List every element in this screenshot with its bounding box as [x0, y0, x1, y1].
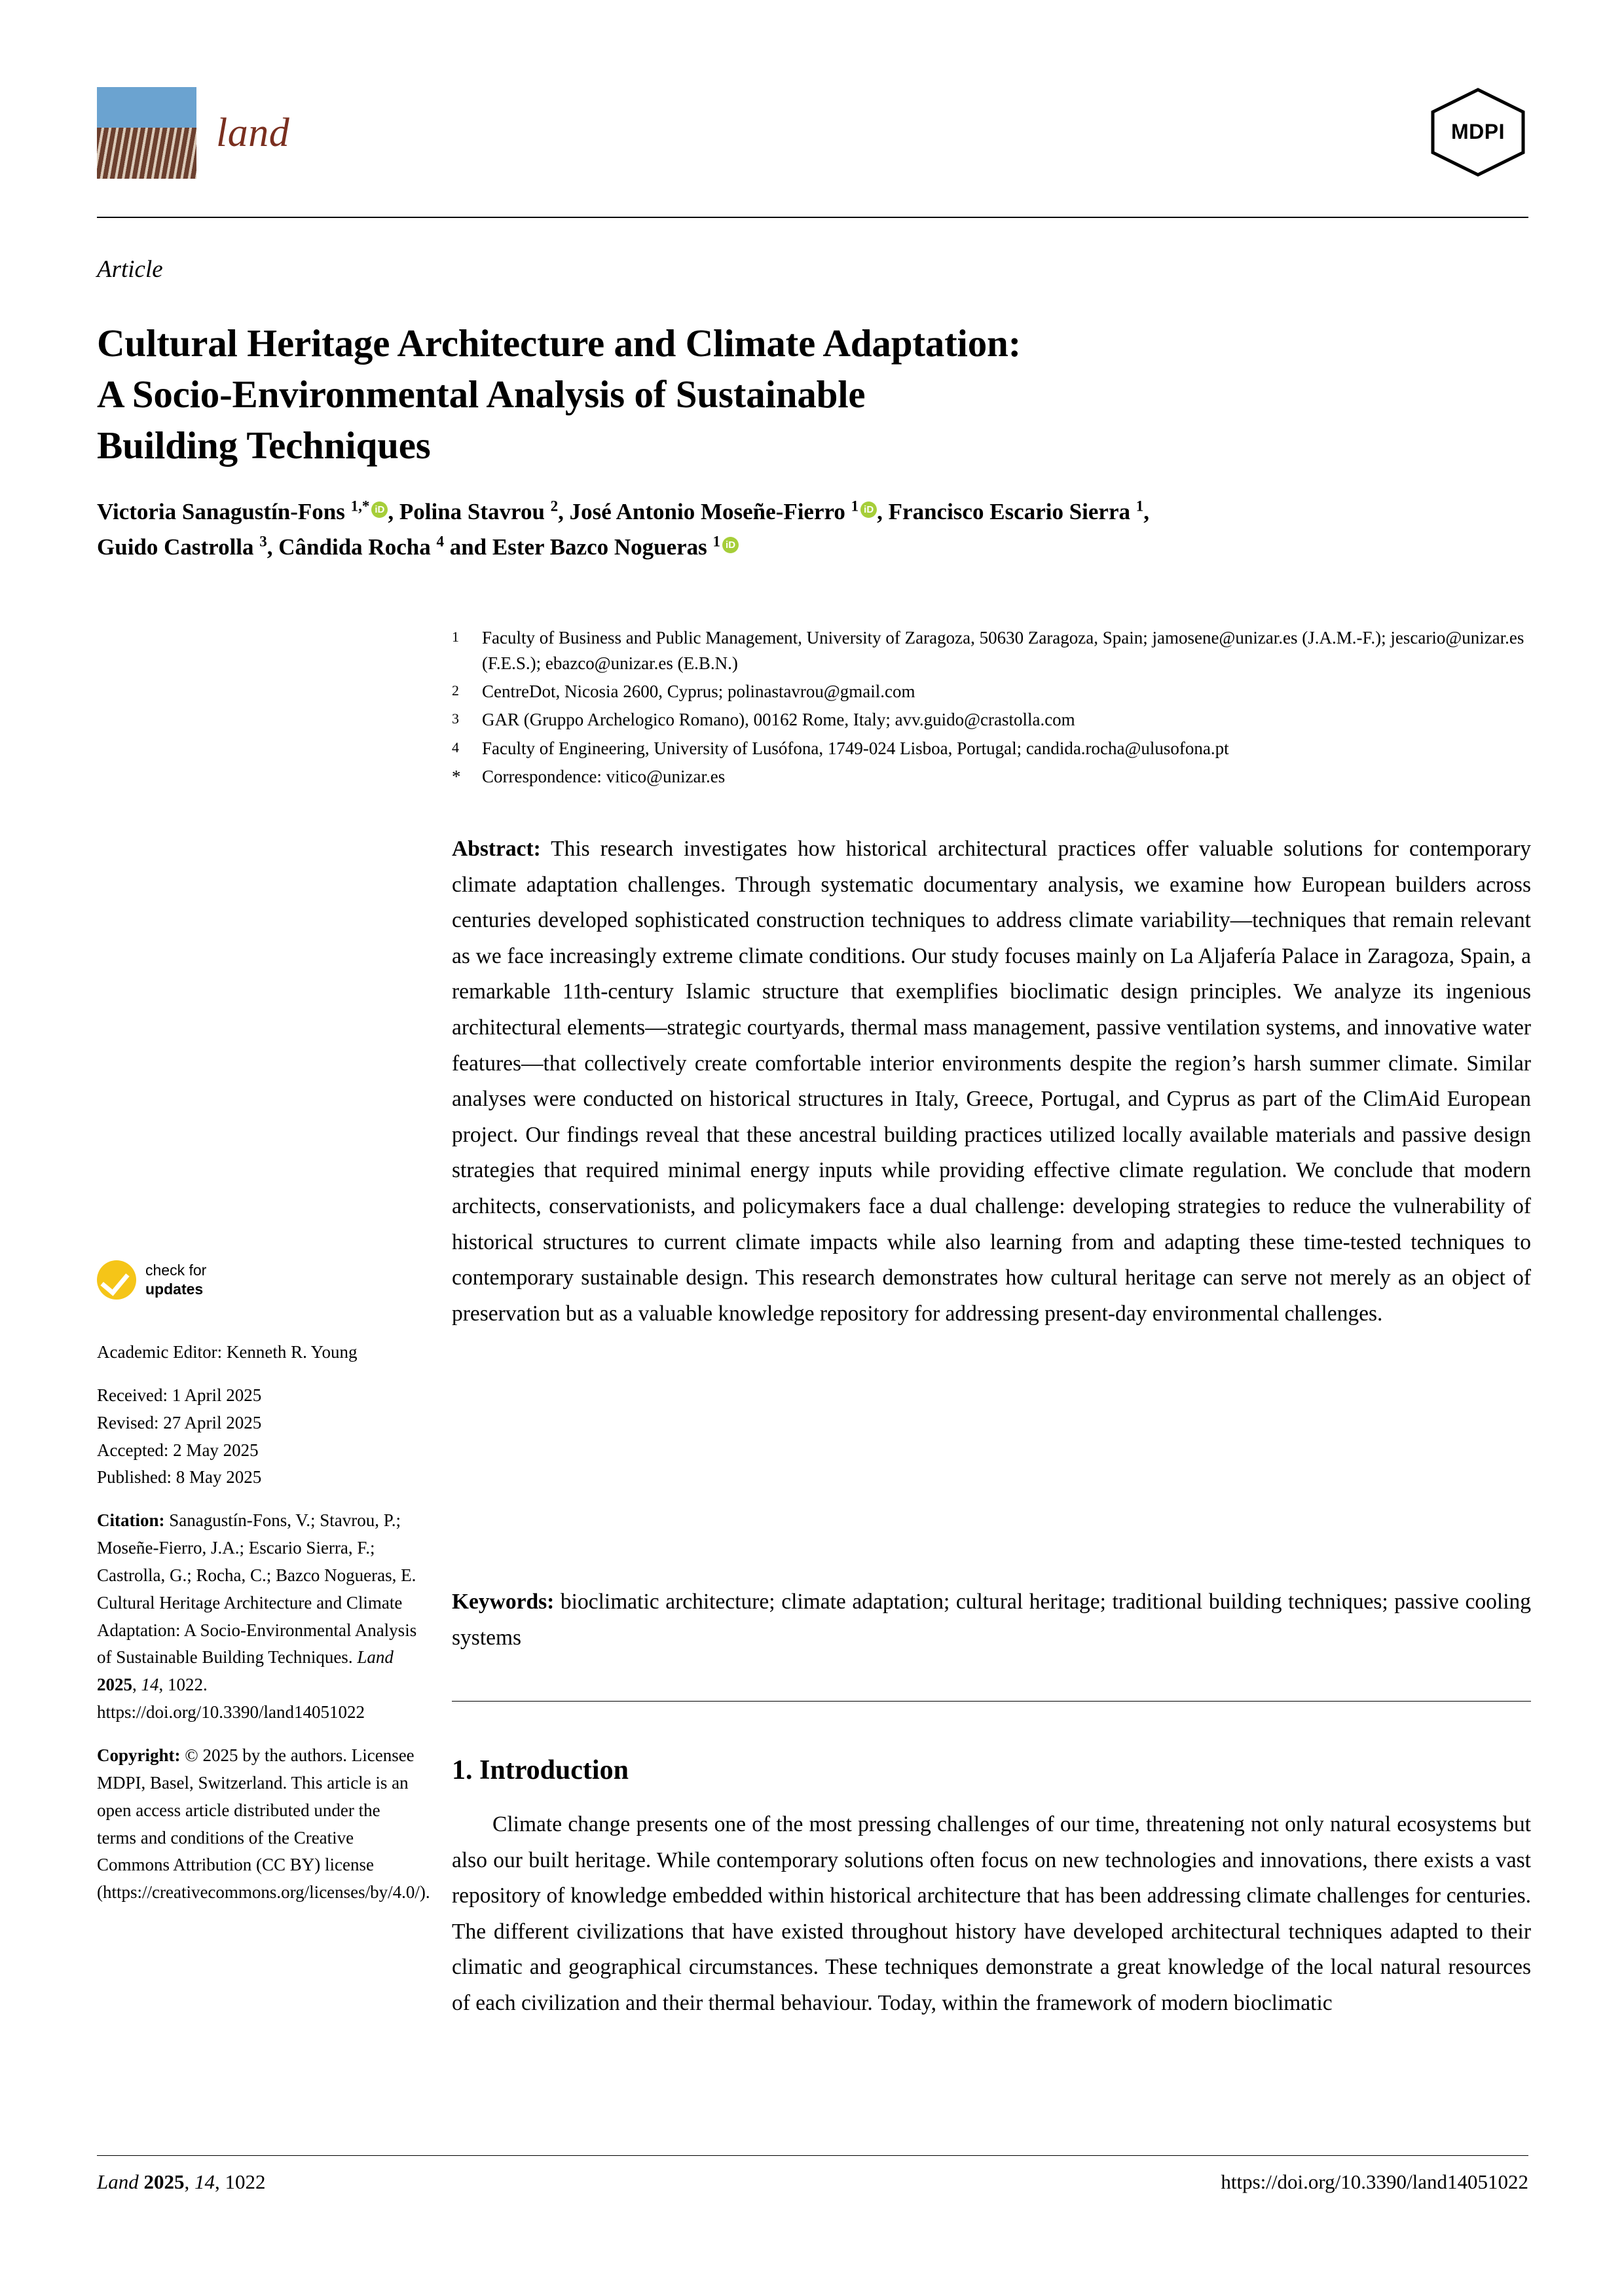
footer-article-number: 1022	[225, 2170, 266, 2193]
affiliation-text: Faculty of Engineering, University of Lusófona, 1749-024 Lisboa, Portugal; candida.rocha@ulusofona.pt	[482, 738, 1229, 758]
affiliation-marker: 4	[452, 738, 459, 756]
academic-editor: Academic Editor: Kenneth R. Young	[97, 1342, 358, 1362]
footer-divider	[97, 2155, 1528, 2156]
citation-volume: 14	[141, 1675, 159, 1695]
affiliation-marker: 3	[452, 710, 459, 727]
page-header	[97, 75, 1528, 177]
article-type-label: Article	[97, 256, 163, 283]
keywords-section	[452, 1584, 1531, 1656]
affiliation-row	[452, 736, 1532, 761]
affiliation-marker: *	[452, 766, 461, 786]
check-updates-line2: updates	[145, 1281, 204, 1298]
affiliation-marker: 1	[452, 629, 459, 645]
footer-year: 2025	[143, 2170, 185, 2193]
affiliation-row	[452, 625, 1532, 676]
footer-doi[interactable]: https://doi.org/10.3390/land14051022	[1221, 2170, 1528, 2193]
footer-volume: 14	[194, 2170, 215, 2193]
citation-text: Sanagustín-Fons, V.; Stavrou, P.; Moseñe-Fierro, J.A.; Escario Sierra, F.; Castrolla, G.; Rocha, C.; Bazco Nogueras, E. Cultural Heritage Architecture and Climate Adaptation: A Socio-Environmental Analysis of Sustainable Building Techniques.	[97, 1510, 417, 1667]
header-divider	[97, 217, 1528, 218]
affiliation-row	[452, 679, 1532, 704]
citation-block: Citation: Sanagustín-Fons, V.; Stavrou, P.; Moseñe-Fierro, J.A.; Escario Sierra, F.; Castrolla, G.; Rocha, C.; Bazco Nogueras, E. Cultural Heritage Architecture and Climate Adaptation: A Socio-Environmental Analysis of Sustainable Building Techniques. Land 2025, 14, 1022. https://doi.org/10.3390/land14051022	[97, 1510, 417, 1722]
copyright-block	[97, 1742, 430, 1906]
mdpi-logo[interactable]	[1429, 87, 1528, 179]
logo-sky-band	[97, 87, 196, 128]
keywords-label: Keywords:	[452, 1590, 555, 1614]
affiliation-text: Correspondence: vitico@unizar.es	[482, 766, 726, 786]
footer-citation: Land 2025, 14, 1022	[97, 2170, 266, 2193]
journal-logo[interactable]	[97, 87, 289, 179]
affiliation-row	[452, 707, 1532, 733]
citation-journal: Land	[357, 1647, 394, 1667]
revised-date: Revised: 27 April 2025	[97, 1412, 262, 1432]
abstract-label: Abstract:	[452, 837, 541, 861]
logo-field-band	[97, 128, 196, 179]
received-date: Received: 1 April 2025	[97, 1385, 262, 1405]
article-metadata-sidebar	[97, 1339, 430, 1922]
check-mark-icon	[97, 1260, 136, 1300]
page-title-line-1: A Socio-Environmental Analysis of Sustainable	[97, 372, 866, 416]
journal-name: land	[216, 110, 290, 155]
affiliation-marker: 2	[452, 682, 459, 699]
affiliation-text: Faculty of Business and Public Management, University of Zaragoza, 50630 Zaragoza, Spain; jamosene@unizar.es (J.A.M.-F.); jescario@unizar.es (F.E.S.); ebazco@unizar.es (E.B.N.)	[482, 628, 1524, 674]
page-title	[97, 318, 1472, 471]
check-updates-line1: check for	[145, 1262, 207, 1279]
footer-journal: Land	[97, 2170, 139, 2193]
mdpi-wordmark: MDPI	[1451, 120, 1505, 143]
land-logo-icon	[97, 87, 196, 179]
citation-doi-link[interactable]: https://doi.org/10.3390/land14051022	[97, 1702, 365, 1722]
affiliation-text: GAR (Gruppo Archelogico Romano), 00162 Rome, Italy; avv.guido@crastolla.com	[482, 710, 1075, 730]
author-list: Victoria Sanagustín-Fons $^{1,*}$ iD , Polina Stavrou $^2$, José Antonio Moseñe-Fierro $^1$ iD , Francisco Escario Sierra $^1$, Guido Castrolla $^3$, Cândida Rocha $^4$ and Ester Bazco Nogueras $^1$iD	[97, 494, 1531, 566]
page-title-line-0: Cultural Heritage Architecture and Climate Adaptation:	[97, 321, 1022, 365]
copyright-label: Copyright:	[97, 1745, 181, 1765]
abstract-text: This research investigates how historical architectural practices offer valuable solutions for contemporary climate adaptation challenges. Through systematic documentary analysis, we examine how European builders across centuries developed sophisticated construction techniques to address climate variability—techniques that remain relevant as we face increasingly extreme climate conditions. Our study focuses mainly on La Aljafería Palace in Zaragoza, Spain, a remarkable 11th-century Islamic structure that exemplifies bioclimatic design principles. We analyze its ingenious architectural elements—strategic courtyards, thermal mass management, passive ventilation systems, and innovative water features—that collectively create comfortable interior environments despite the region’s harsh summer climate. Similar analyses were conducted on historical structures in Italy, Greece, Portugal, and Cyprus as part of the ClimAid European project. Our findings reveal that these ancestral building practices utilized locally available materials and passive design strategies that required minimal energy inputs while providing effective climate regulation. We conclude that modern architects, conservationists, and policymakers face a dual challenge: developing strategies to reduce the vulnerability of historical structures to current climate impacts while also learning from and adapting these time-tested techniques to contemporary sustainable design. This research demonstrates how cultural heritage can serve not merely as an object of preservation but as a valuable knowledge repository for addressing present-day environmental challenges.	[452, 837, 1531, 1326]
accepted-date: Accepted: 2 May 2025	[97, 1440, 259, 1460]
page-title-line-2: Building Techniques	[97, 424, 431, 467]
published-date: Published: 8 May 2025	[97, 1467, 262, 1487]
affiliations-list	[452, 625, 1532, 792]
check-for-updates-badge[interactable]	[97, 1260, 313, 1300]
abstract-divider	[452, 1701, 1531, 1702]
keywords-text: bioclimatic architecture; climate adaptation; cultural heritage; traditional building techniques; passive cooling systems	[452, 1590, 1532, 1650]
abstract-section	[452, 831, 1531, 1332]
citation-article-number: 1022.	[168, 1675, 208, 1695]
affiliation-row	[452, 764, 1532, 790]
citation-label: Citation:	[97, 1510, 165, 1531]
copyright-text: © 2025 by the authors. Licensee MDPI, Basel, Switzerland. This article is an open access article distributed under the terms and conditions of the Creative Commons Attribution (CC BY) license (https://creativecommons.org/licenses/by/4.0/).	[97, 1745, 430, 1903]
section-paragraph-introduction: Climate change presents one of the most pressing challenges of our time, threatening not only natural ecosystems but also our built heritage. While contemporary solutions often focus on new technologies and innovations, there exists a vast repository of knowledge embedded within historical architecture that has been addressing climate challenges for centuries. The different civilizations that have existed throughout history have developed architectural techniques adapted to their climatic and geographical circumstances. These techniques demonstrate a great knowledge of the local natural resources of each civilization and their thermal behaviour. Today, within the framework of modern bioclimatic	[452, 1812, 1531, 2015]
citation-year: 2025	[97, 1675, 132, 1695]
section-heading-introduction: 1. Introduction	[452, 1755, 629, 1785]
affiliation-text: CentreDot, Nicosia 2600, Cyprus; polinastavrou@gmail.com	[482, 682, 915, 702]
